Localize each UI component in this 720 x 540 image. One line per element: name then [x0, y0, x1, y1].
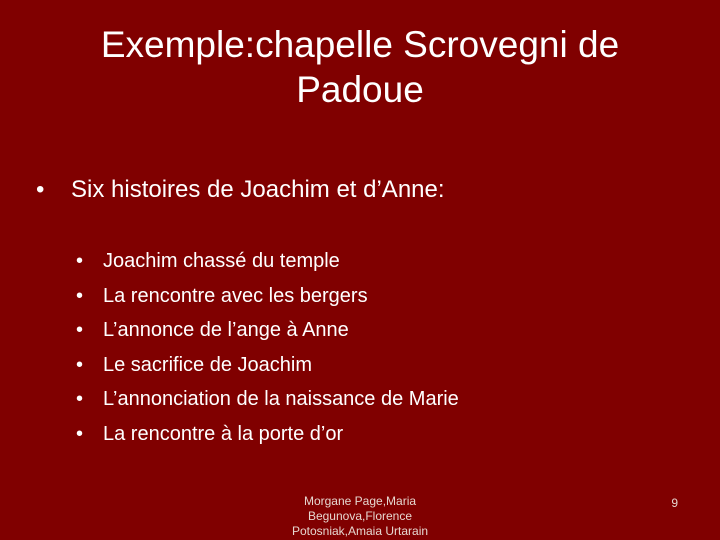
bullet-dot: • [76, 353, 84, 376]
list-item-text: L’annonce de l’ange à Anne [103, 319, 349, 341]
page-number: 9 [671, 496, 678, 510]
list-item [76, 313, 676, 348]
bullet-dot: • [76, 422, 84, 445]
footer-line-3: Potosniak,Amaia Urtarain [291, 524, 429, 538]
list-item-text: L’annonciation de la naissance de Marie [103, 388, 459, 410]
slide-title-line-2: Padoue [296, 69, 424, 110]
footer-line-1: Morgane Page,Maria [303, 494, 417, 508]
slide-title-line-1: Exemple:chapelle Scrovegni de [100, 24, 620, 65]
list-item [76, 279, 676, 314]
footer-line-2: Begunova,Florence [307, 509, 413, 523]
slide-title [40, 22, 680, 112]
list-item [76, 417, 676, 452]
main-bullet [36, 174, 676, 206]
story-list [76, 244, 676, 451]
list-item-text: La rencontre à la porte d’or [103, 422, 344, 445]
bullet-dot: • [36, 176, 45, 203]
main-bullet-text: Six histoires de Joachim et d’Anne: [71, 176, 445, 203]
list-item [76, 348, 676, 383]
bullet-dot: • [76, 250, 84, 272]
bullet-dot: • [76, 388, 84, 410]
list-item [76, 244, 676, 279]
list-item-text: Joachim chassé du temple [103, 250, 340, 272]
bullet-dot: • [76, 319, 84, 341]
list-item-text: Le sacrifice de Joachim [103, 353, 312, 376]
list-item-text: La rencontre avec les bergers [103, 284, 368, 307]
list-item [76, 382, 676, 417]
slide-footer [278, 494, 442, 539]
bullet-dot: • [76, 284, 84, 307]
